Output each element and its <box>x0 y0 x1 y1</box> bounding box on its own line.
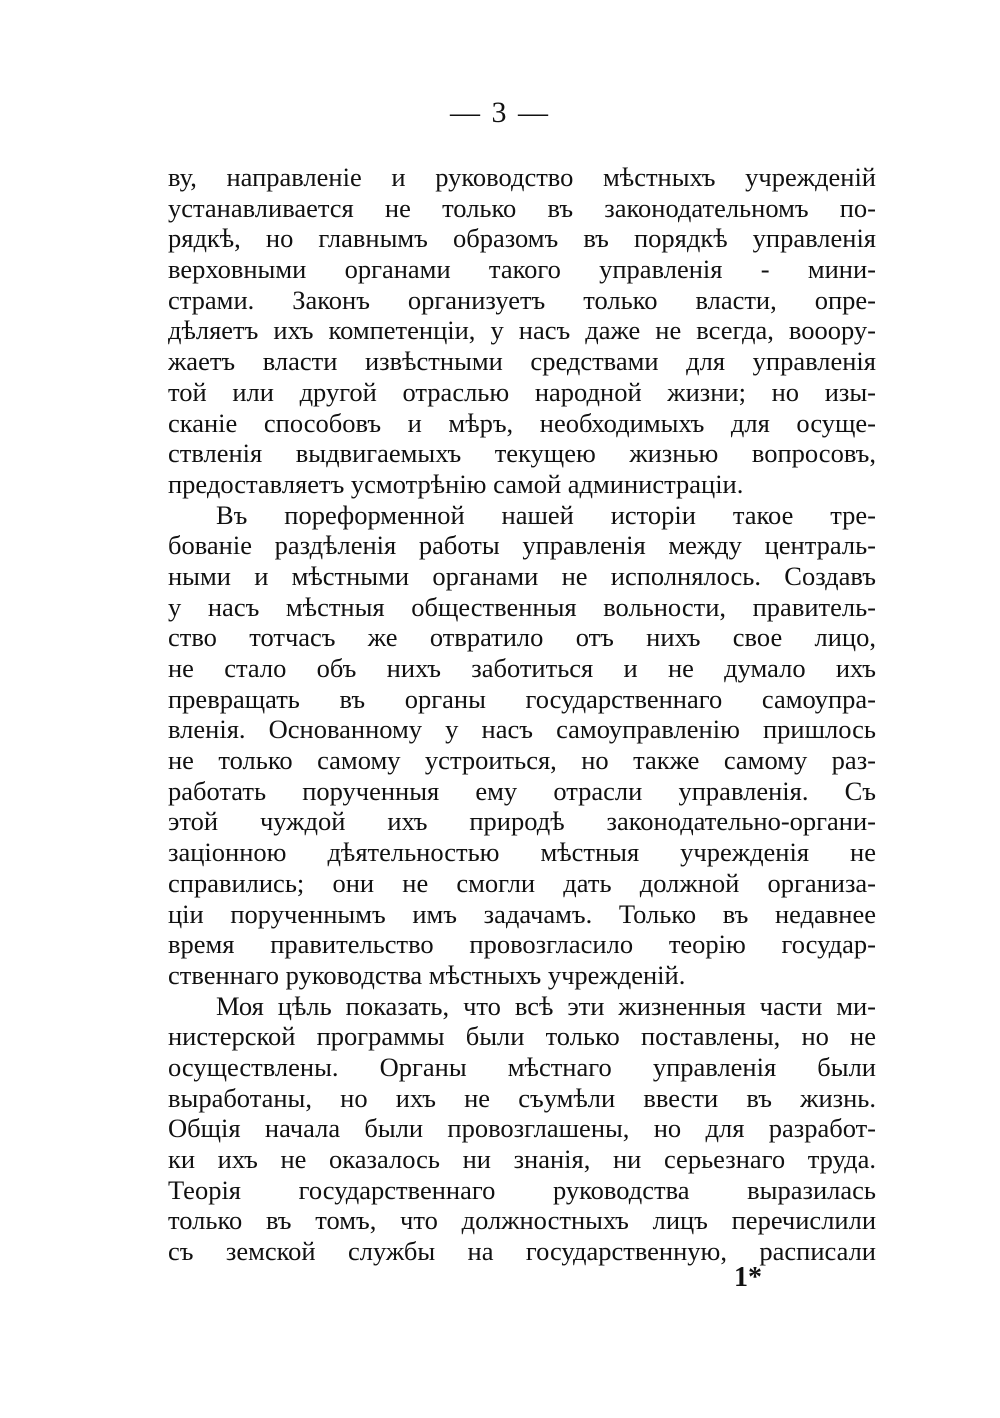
text-line: устанавливается не только въ законодательномъ по- <box>168 192 876 223</box>
text-line: время правительство провозгласило теорію государ- <box>168 929 876 960</box>
text-line: у насъ мѣстныя общественныя вольности, правитель- <box>168 591 876 622</box>
text-line: Общія начала были провозглашены, но для разработ- <box>168 1113 876 1144</box>
text-line: ными и мѣстными органами не исполнялось. Создавъ <box>168 560 876 591</box>
text-line: рядкѣ, но главнымъ образомъ въ порядкѣ управленія <box>168 223 876 254</box>
text-line: ствленія выдвигаемыхъ текущею жизнью вопросовъ, <box>168 438 876 469</box>
text-line: ство тотчасъ же отвратило отъ нихъ свое лицо, <box>168 622 876 653</box>
text-line: Въ пореформенной нашей исторіи такое тре- <box>216 499 876 530</box>
text-line: только въ томъ, что должностныхъ лицъ перечислили <box>168 1205 876 1236</box>
text-line: осуществлены. Органы мѣстнаго управленія были <box>168 1051 876 1082</box>
signature-mark: 1* <box>734 1262 762 1293</box>
text-line: Теорія государственнаго руководства выразилась <box>168 1174 876 1205</box>
text-line: верховными органами такого управленія - мини- <box>168 254 876 285</box>
text-line: не стало объ нихъ заботиться и не думало ихъ <box>168 653 876 683</box>
text-line: страми. Законъ организуетъ только власти, опре- <box>168 284 876 315</box>
text-line: предоставляетъ усмотрѣнію самой администраціи. <box>168 468 744 499</box>
text-line: той или другой отраслью народной жизни; но изы- <box>168 376 876 407</box>
text-line: выработаны, но ихъ не съумѣли ввести въ жизнь. <box>168 1082 876 1113</box>
text-line: съ земской службы на государственную, расписали <box>168 1236 876 1267</box>
body-text <box>168 162 876 1267</box>
page-number: — 3 — <box>450 96 550 129</box>
text-line: этой чуждой ихъ природѣ законодательно-органи- <box>168 806 876 837</box>
text-line: заціонною дѣятельностью мѣстныя учрежденія не <box>168 837 876 868</box>
text-line: Моя цѣль показать, что всѣ эти жизненныя части ми- <box>216 990 876 1021</box>
text-line: дѣляетъ ихъ компетенціи, у насъ даже не всегда, вооору- <box>168 315 876 346</box>
text-line: ственнаго руководства мѣстныхъ учрежденій. <box>168 959 686 990</box>
text-line: сканіе способовъ и мѣръ, необходимыхъ для осуще- <box>168 407 876 438</box>
text-line: не только самому устроиться, но также самому раз- <box>168 745 876 776</box>
text-line: превращать въ органы государственнаго самоупра- <box>168 683 876 714</box>
text-line: работать порученныя ему отрасли управленія. Съ <box>168 775 876 806</box>
text-line: ки ихъ не оказалось ни знанія, ни серьезнаго труда. <box>168 1144 876 1174</box>
text-line: ву, направленіе и руководство мѣстныхъ учрежденій <box>168 162 876 192</box>
text-line: справились; они не смогли дать должной организа- <box>168 867 876 898</box>
text-line: ціи порученнымъ имъ задачамъ. Только въ недавнее <box>168 898 876 929</box>
text-line: вленія. Основанному у насъ самоуправленію пришлось <box>168 714 876 745</box>
text-line: нистерской программы были только поставлены, но не <box>168 1021 876 1052</box>
text-line: бованіе раздѣленія работы управленія между централь- <box>168 530 876 561</box>
text-line: жаетъ власти извѣстными средствами для управленія <box>168 346 876 377</box>
